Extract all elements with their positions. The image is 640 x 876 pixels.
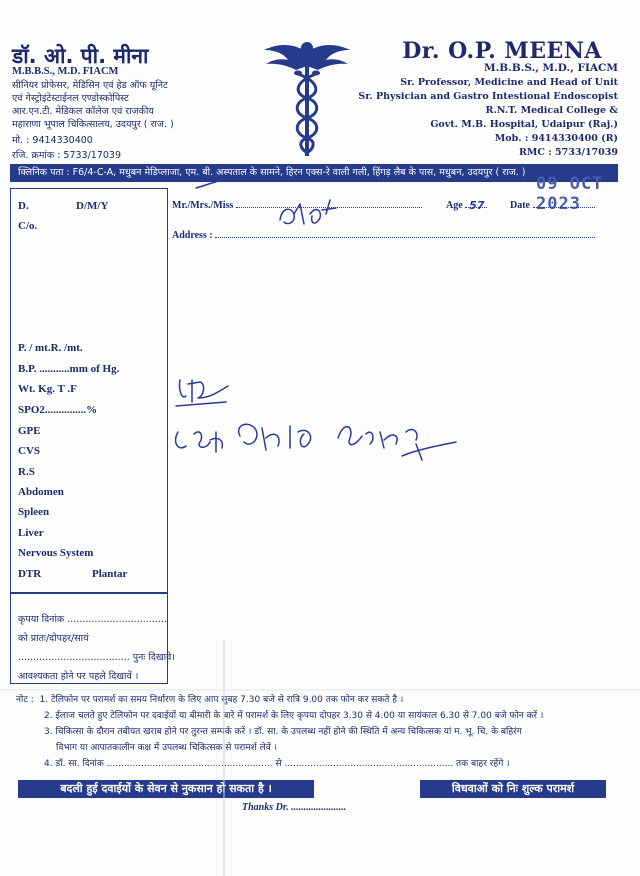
patient-name-label: Mr./Mrs./Miss bbox=[172, 200, 234, 211]
caduceus-logo-icon bbox=[262, 38, 352, 160]
d-label: D. bbox=[18, 200, 29, 212]
plantar-label: Plantar bbox=[92, 568, 128, 580]
handwriting-word-1 bbox=[176, 432, 223, 452]
note-2: 2. ईलाज चलते हुए टेलिफोन पर दवाईयों या बीमारी के बारे में परामर्श के लिए कृपया दोपहर 3.30 से 4.00 या सायंकाल 6.30 से 7.00 बजे फोन करें । bbox=[44, 711, 544, 721]
handwriting-word-3 bbox=[338, 427, 417, 448]
followup-time-line: को प्रातः/दोपहर/सायं bbox=[18, 633, 89, 644]
right-degree: M.B.B.S., M.D., FIACM bbox=[484, 62, 618, 74]
handwriting-complaint-label bbox=[179, 380, 228, 402]
right-rmc: RMC : 5733/17039 bbox=[518, 147, 618, 158]
age-value: 57 bbox=[469, 199, 485, 212]
left-mobile: मो. : 9414330400 bbox=[12, 135, 93, 146]
handwriting-patient-name bbox=[280, 200, 336, 224]
bp-line: B.P. ...........mm of Hg. bbox=[18, 363, 120, 375]
dmy-label: D/M/Y bbox=[76, 200, 109, 212]
left-registration: रजि. क्रमांक : 5733/17039 bbox=[12, 150, 122, 161]
right-line-2: Sr. Physician and Gastro Intestional Endoscopist bbox=[358, 91, 618, 102]
left-line-2: एवं गेस्ट्रोइंटेस्टाईनल एण्डोस्कोपिस्ट bbox=[12, 93, 129, 104]
note-1: नोट : 1. टेलिफोन पर परामर्श का समय निर्धारण के लिए आप सुबह 7.30 बजे से रात्रि 9.00 तक फोन कर सकते है । bbox=[16, 695, 404, 705]
followup-early-line: आवश्यकता होने पर पहले दिखावें । bbox=[18, 671, 139, 682]
notes-label: नोट : bbox=[16, 695, 34, 705]
handwriting-stroke bbox=[402, 442, 456, 460]
spo2-line: SPO2...............% bbox=[18, 404, 98, 416]
system-abdomen: Abdomen bbox=[18, 486, 64, 498]
note-3-cont: विभाग या आपातकालीन कक्ष में उपलब्ध चिकित्सक से परामर्श लेवें । bbox=[56, 743, 278, 753]
widow-free-consult-bar: विधवाओं को निः शुल्क परामर्श bbox=[420, 780, 606, 798]
left-degree: M.B.B.S., M.D. FIACM bbox=[12, 66, 119, 77]
weight-temp-line: Wt. Kg. T .F bbox=[18, 383, 77, 395]
system-nervous: Nervous System bbox=[18, 547, 94, 559]
system-rs: R.S bbox=[18, 466, 35, 478]
handwriting-tick-icon bbox=[196, 178, 228, 188]
note-4: 4. डॉ. सा. दिनांक .......................................................... से ........................................................... तक बाहर रहेंगे । bbox=[44, 759, 510, 769]
date-label: Date bbox=[510, 200, 530, 211]
address-label: Address : bbox=[172, 230, 213, 241]
dtr-label: DTR bbox=[18, 568, 42, 580]
clinic-address-bar: क्लिनिक पता : F6/4-C-A, मधुबन मेडिप्लाजा, एम. बी. अस्पताल के सामने, हिरन एक्स-रे वाली गली, हिंगड़ लैब के पास, मधुबन, उदयपुर ( राज. ) bbox=[10, 164, 618, 182]
left-line-1: सीनियर प्रोफेसर, मेडिसिन एवं हेड ऑफ यूनिट bbox=[12, 80, 168, 91]
left-line-3: आर.एन.टी. मेडिकल कॉलेज एवं राजकीय bbox=[12, 106, 154, 117]
followup-date-line: कृपया दिनांक ................................. bbox=[18, 614, 167, 625]
followup-revisit-line: ..................................... पुनः दिखावे। bbox=[18, 652, 175, 663]
handwriting-layer bbox=[170, 170, 620, 470]
panel-divider bbox=[10, 592, 168, 594]
right-line-1: Sr. Professor, Medicine and Head of Unit bbox=[400, 77, 618, 88]
handwriting-underline bbox=[176, 402, 226, 406]
doctor-name-english: Dr. O.P. MEENA bbox=[402, 38, 602, 64]
doctor-name-hindi: डॉ. ओ. पी. मीना bbox=[12, 44, 149, 68]
thanks-line: Thanks Dr. ...................... bbox=[242, 802, 347, 813]
system-liver: Liver bbox=[18, 527, 44, 539]
warning-bar: बदली हुई दवाईयों के सेवन से नुकसान हो सकता है । bbox=[18, 780, 314, 798]
date-stamp: 09 OCT 2023 bbox=[536, 174, 604, 214]
right-line-3: R.N.T. Medical College & bbox=[485, 105, 618, 116]
system-gpe: GPE bbox=[18, 425, 41, 437]
system-spleen: Spleen bbox=[18, 506, 50, 518]
note-3: 3. चिकित्सा के दौरान तबीयत खराब होने पर तुरन्त सम्पर्क करें । डॉ. सा. के उपलब्ध नहीं होने की स्थिति में अन्य चिकित्सक यां म. भू. चि. के बहिरंग bbox=[44, 727, 522, 737]
notes-section bbox=[16, 692, 616, 772]
co-label: C/o. bbox=[18, 220, 38, 232]
right-mobile: Mob. : 9414330400 (R) bbox=[494, 133, 618, 144]
left-line-4: महाराणा भूपाल चिकित्सालय, उदयपुर ( राज. ) bbox=[12, 119, 174, 130]
handwriting-word-2 bbox=[239, 424, 311, 450]
pulse-resp-line: P. / mt.R. /mt. bbox=[18, 342, 83, 354]
age-label: Age bbox=[446, 200, 463, 211]
right-line-4: Govt. M.B. Hospital, Udaipur (Raj.) bbox=[430, 119, 618, 130]
system-cvs: CVS bbox=[18, 445, 41, 457]
